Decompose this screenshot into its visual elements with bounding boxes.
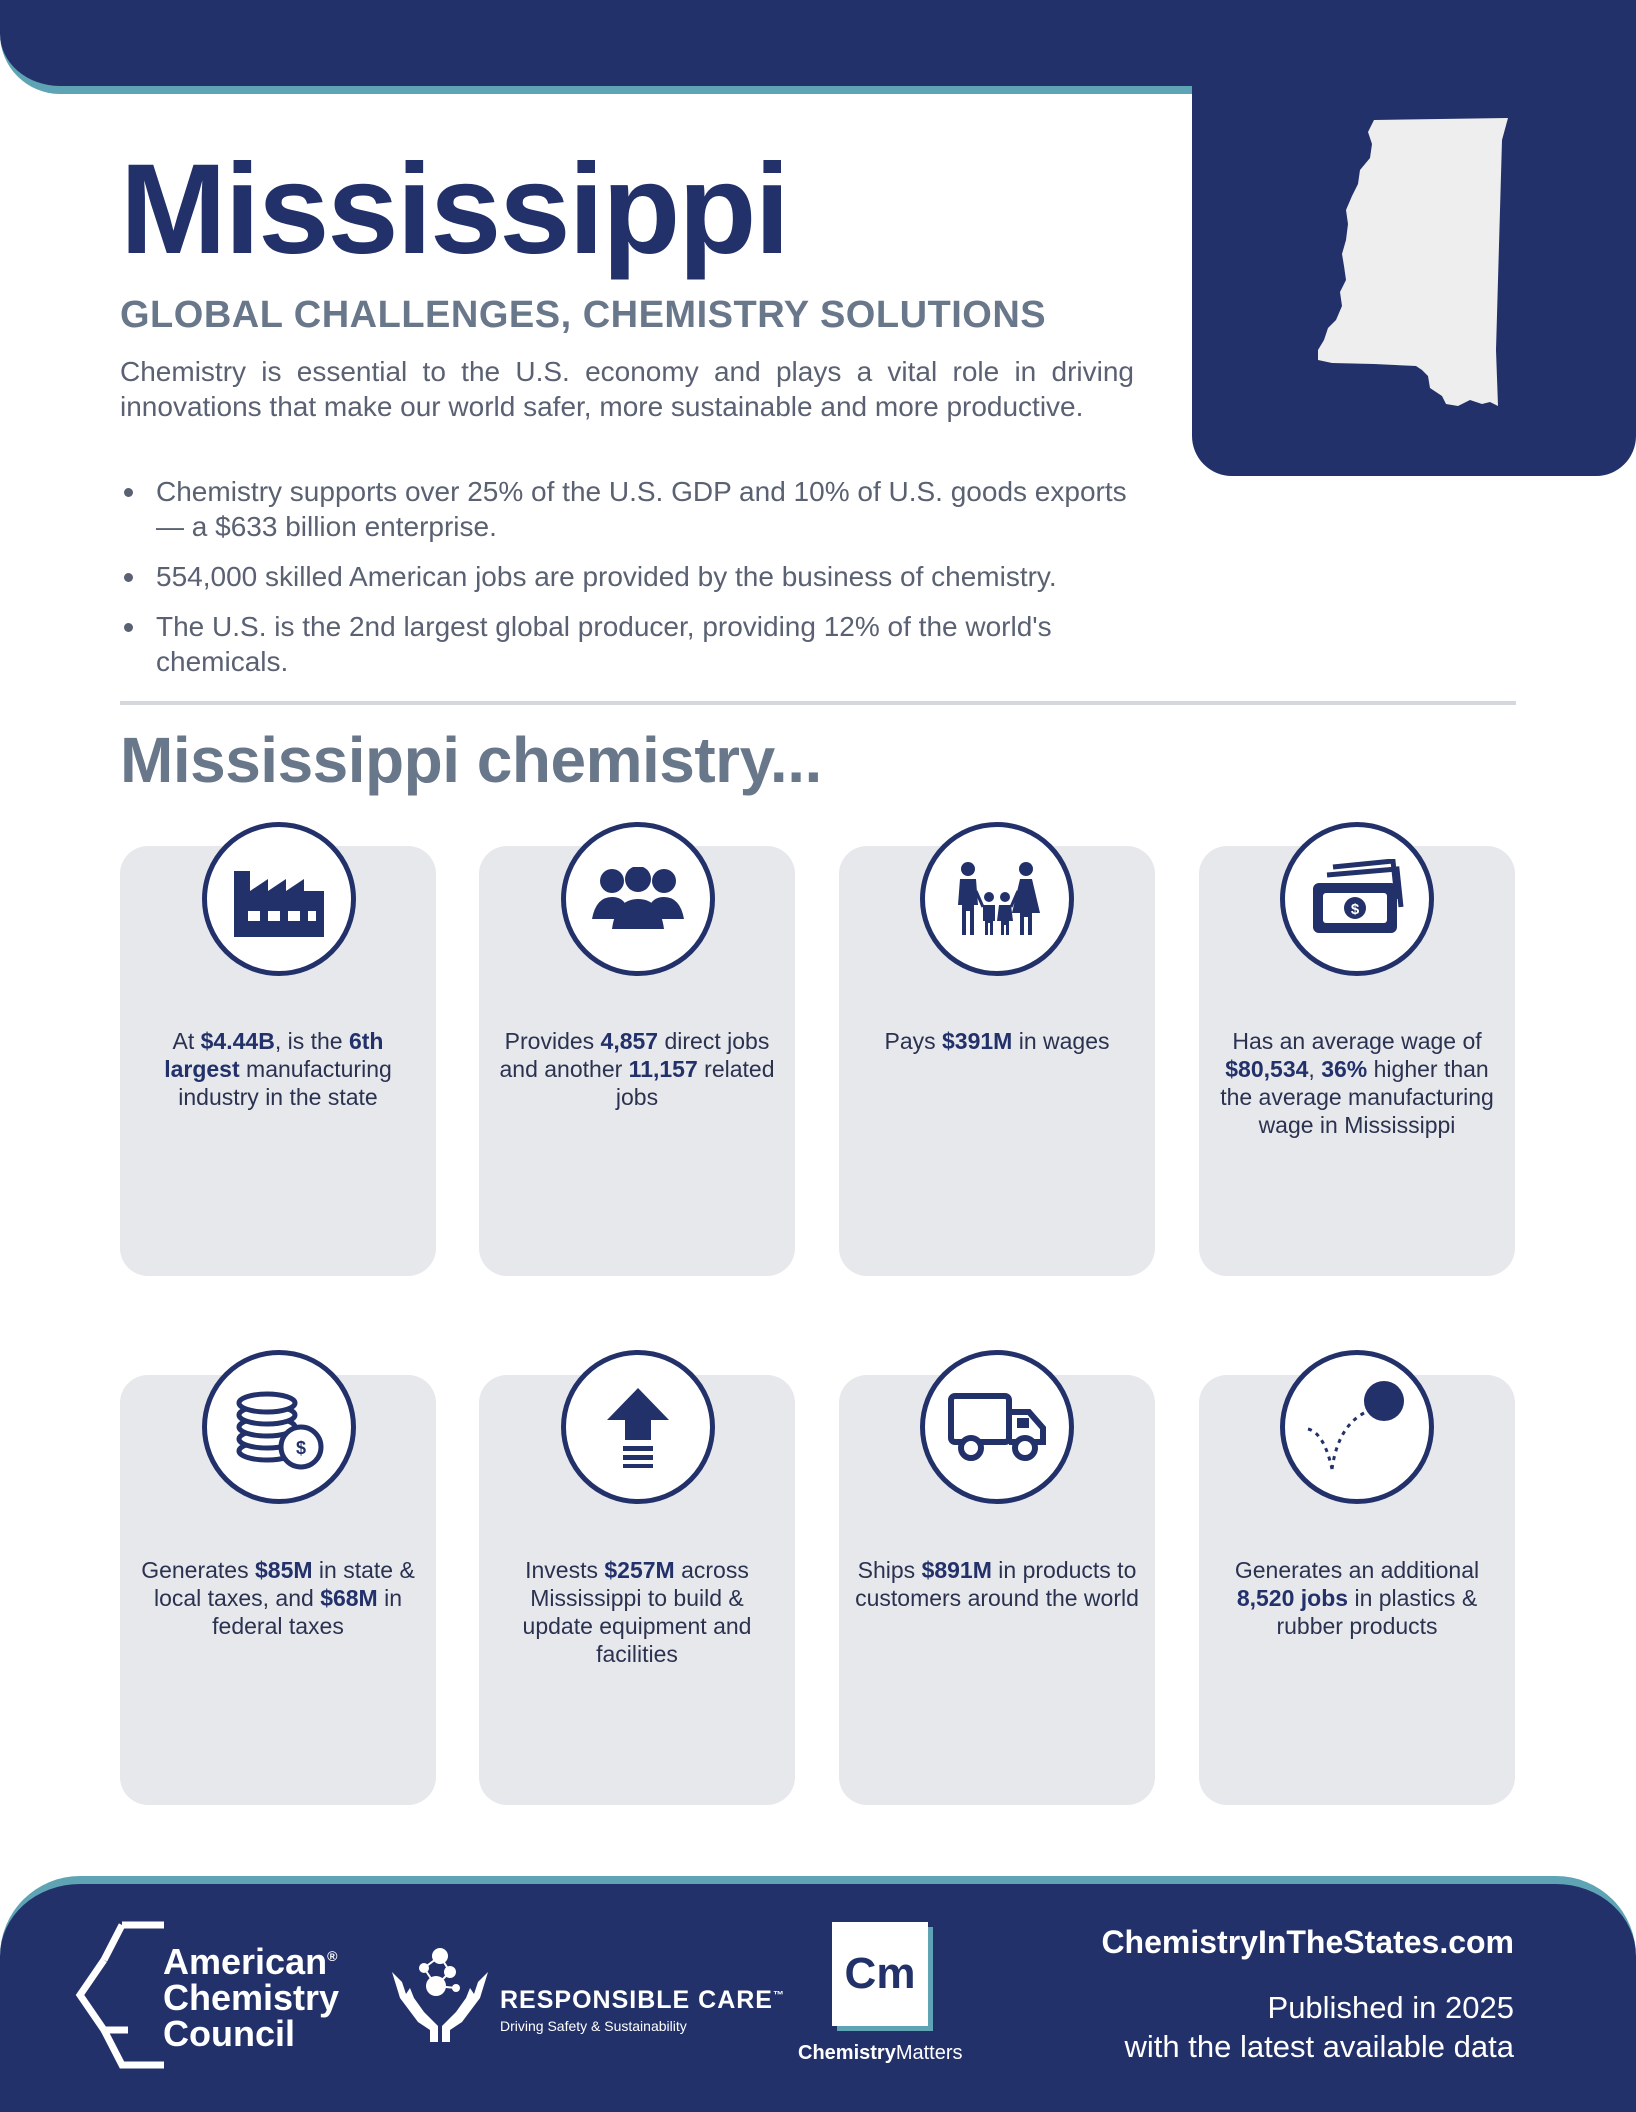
fact-bullet-list <box>120 474 1140 694</box>
chemistry-matters-label: ChemistryMatters <box>798 2042 963 2064</box>
card-text-manufacturing: At $4.44B, is the 6th largest manufacturing industry in the state <box>164 1028 392 1110</box>
delivery-truck-icon <box>920 1350 1074 1504</box>
family-icon <box>920 822 1074 976</box>
state-map-panel <box>1192 86 1636 476</box>
section-heading: Mississippi chemistry... <box>120 724 822 796</box>
mississippi-map-icon <box>1312 114 1512 434</box>
card-text-taxes: Generates $85M in state & local taxes, and $68M in federal taxes <box>141 1557 415 1639</box>
responsible-care-title: RESPONSIBLE CARE™ <box>500 1986 785 2014</box>
card-text-shipments: Ships $891M in products to customers around the world <box>855 1557 1139 1611</box>
acc-hexagon-logo-icon <box>74 1920 174 2070</box>
page-title: Mississippi <box>120 138 788 281</box>
section-divider <box>120 701 1516 705</box>
fact-bullet: 554,000 skilled American jobs are provided by the business of chemistry. <box>120 559 1140 594</box>
card-text-average-wage: Has an average wage of $80,534, 36% higher than the average manufacturing wage in Mississippi <box>1220 1028 1494 1138</box>
svg-text:$: $ <box>1350 901 1360 918</box>
svg-text:$: $ <box>295 1438 307 1458</box>
card-text-jobs: Provides 4,857 direct jobs and another 11,157 related jobs <box>499 1028 775 1110</box>
fact-bullet: The U.S. is the 2nd largest global producer, providing 12% of the world's chemicals. <box>120 609 1140 679</box>
page-subtitle: GLOBAL CHALLENGES, CHEMISTRY SOLUTIONS <box>120 294 1047 336</box>
card-text-wages: Pays $391M in wages <box>884 1028 1110 1054</box>
bouncing-ball-icon <box>1280 1350 1434 1504</box>
website-link[interactable]: ChemistryInTheStates.com <box>1101 1924 1514 1960</box>
arrow-up-icon <box>561 1350 715 1504</box>
card-text-plastics: Generates an additional 8,520 jobs in plastics & rubber products <box>1234 1557 1480 1639</box>
chemistry-matters-logo: Cm <box>832 1922 928 2026</box>
acc-logo-text: American® Chemistry Council <box>163 1941 340 2054</box>
fact-bullet: Chemistry supports over 25% of the U.S. GDP and 10% of U.S. goods exports — a $633 billion enterprise. <box>120 474 1140 544</box>
intro-paragraph: Chemistry is essential to the U.S. economy and plays a vital role in driving innovations that make our world safer, more sustainable and more productive. <box>120 356 1134 422</box>
people-group-icon <box>561 822 715 976</box>
published-note: Published in 2025 with the latest available data <box>1124 1990 1514 2064</box>
responsible-care-hands-icon <box>388 1942 492 2046</box>
coin-stack-icon <box>202 1350 356 1504</box>
card-text-investments: Invests $257M across Mississippi to build & update equipment and facilities <box>522 1557 752 1667</box>
factory-icon <box>202 822 356 976</box>
responsible-care-tagline: Driving Safety & Sustainability <box>500 2018 687 2034</box>
money-bills-icon <box>1280 822 1434 976</box>
top-banner-fill <box>1192 0 1636 94</box>
